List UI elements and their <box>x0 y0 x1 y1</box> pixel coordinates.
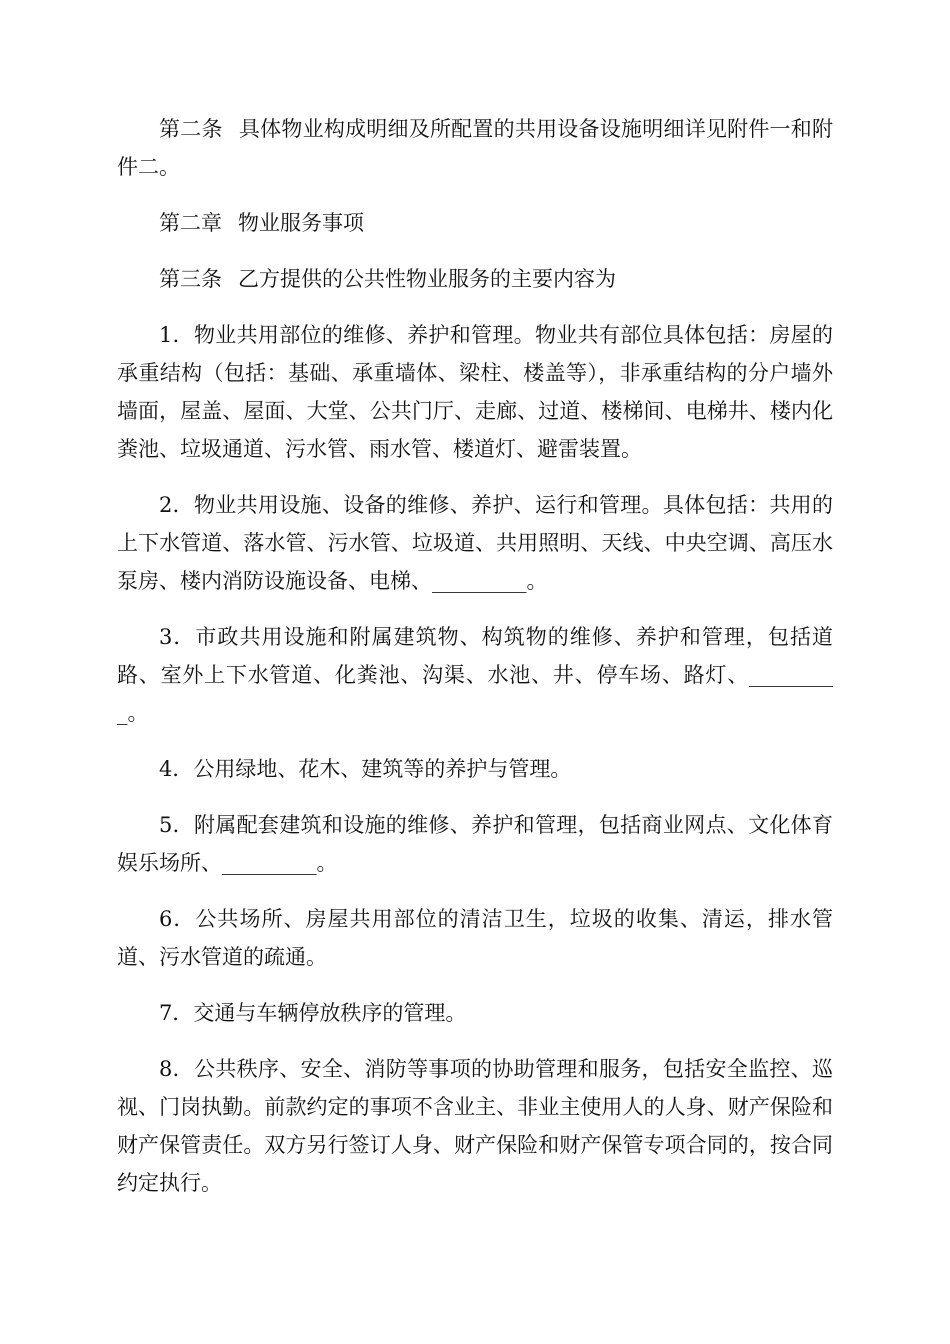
list-item-1: 1．物业共用部位的维修、养护和管理。物业共有部位具体包括：房屋的承重结构（包括：基础、承重墙体、梁柱、楼盖等），非承重结构的分户墙外墙面，屋盖、屋面、大堂、公共门厅、走廊、过道、楼梯间、电梯井、楼内化粪池、垃圾通道、污水管、雨水管、楼道灯、避雷装置。 <box>117 323 833 461</box>
list-item-4: 4．公用绿地、花木、建筑等的养护与管理。 <box>159 757 572 781</box>
list-item-6: 6．公共场所、房屋共用部位的清洁卫生，垃圾的收集、清运，排水管道、污水管道的疏通。 <box>117 907 833 969</box>
chapter-2-label: 第二章 <box>159 211 222 235</box>
article-3-text: 乙方提供的公共性物业服务的主要内容为 <box>238 267 616 291</box>
article-2-paragraph <box>117 110 833 186</box>
article-2-text: 具体物业构成明细及所配置的共用设备设施明细详见附件一和附件二。 <box>117 117 834 179</box>
article-3-heading: 第三条 <box>159 267 222 291</box>
article-3-paragraph <box>117 260 833 298</box>
chapter-2-heading <box>117 204 833 242</box>
document-body <box>117 110 833 1220</box>
list-item-3: 3．市政共用设施和附属建筑物、构筑物的维修、养护和管理，包括道路、室外上下水管道、化粪池、沟渠、水池、井、停车场、路灯、_________。 <box>117 625 833 725</box>
chapter-2-title: 物业服务事项 <box>238 211 364 235</box>
article-2-heading: 第二条 <box>159 117 223 141</box>
list-item-7: 7．交通与车辆停放秩序的管理。 <box>159 1001 467 1025</box>
list-item-5: 5．附属配套建筑和设施的维修、养护和管理，包括商业网点、文化体育娱乐场所、_________。 <box>117 813 833 875</box>
list-item-8: 8．公共秩序、安全、消防等事项的协助管理和服务，包括安全监控、巡视、门岗执勤。前款约定的事项不含业主、非业主使用人的人身、财产保险和财产保管责任。双方另行签订人身、财产保险和财产保管专项合同的，按合同约定执行。 <box>117 1057 833 1195</box>
list-item-2: 2．物业共用设施、设备的维修、养护、运行和管理。具体包括：共用的上下水管道、落水管、污水管、垃圾道、共用照明、天线、中央空调、高压水泵房、楼内消防设施设备、电梯、_________。 <box>117 493 833 593</box>
